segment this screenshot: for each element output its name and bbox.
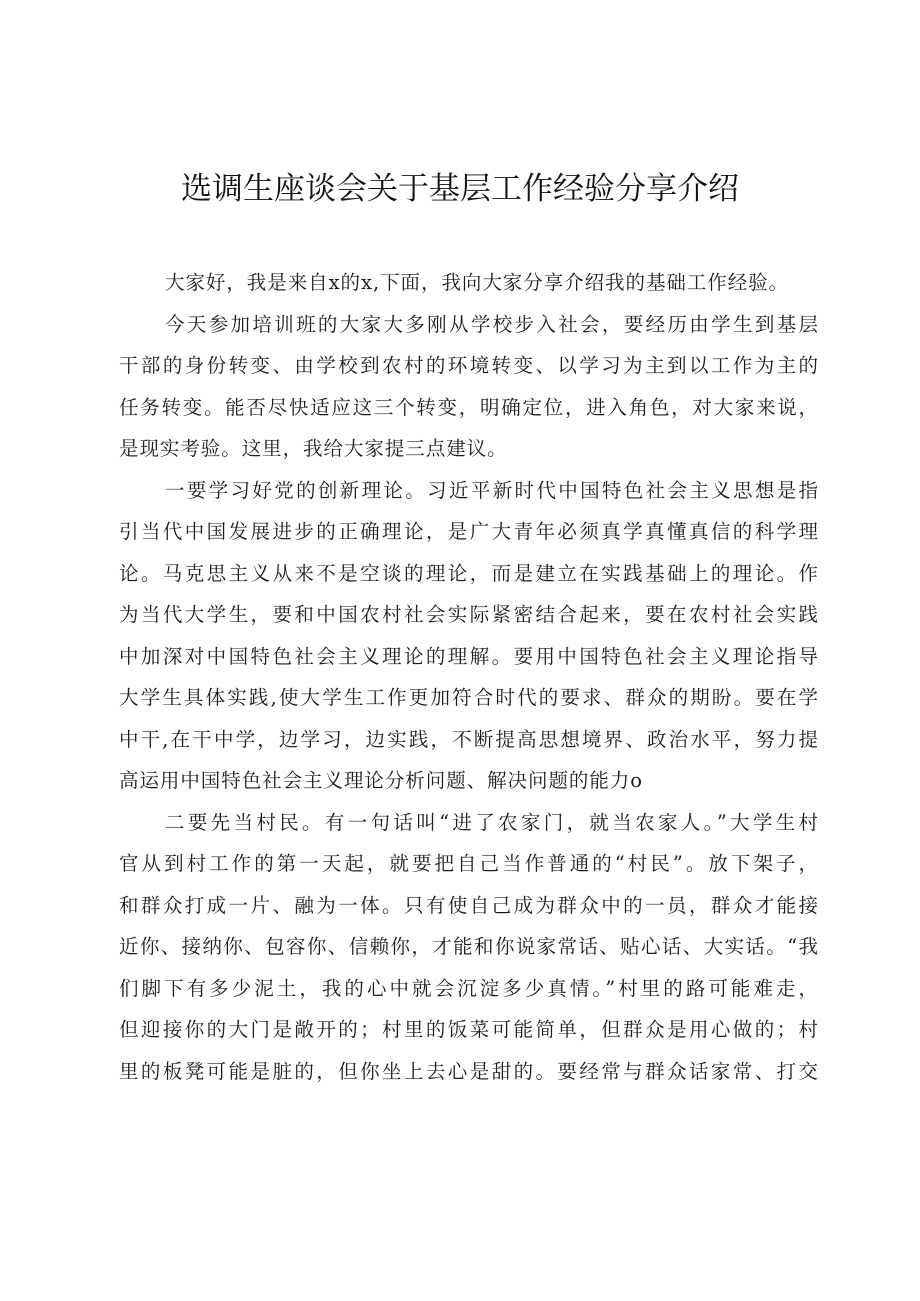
paragraph-line: 一要学习好党的创新理论。习近平新时代中国特色社会主义思想是指 bbox=[165, 478, 819, 502]
paragraph-line: 大家好，我是来自x的x,下面，我向大家分享介绍我的基础工作经验。 bbox=[165, 271, 790, 294]
paragraph-line: 们脚下有多少泥土，我的心中就会沉淀多少真情。”村里的路可能难走， bbox=[119, 976, 819, 1000]
paragraph-line: 中加深对中国特色社会主义理论的理解。要用中国特色社会主义理论指导 bbox=[119, 644, 819, 668]
paragraph-line: 里的板凳可能是脏的，但你坐上去心是甜的。要经常与群众话家常、打交 bbox=[119, 1059, 819, 1083]
paragraph-line: 但迎接你的大门是敞开的；村里的饭菜可能简单，但群众是用心做的；村 bbox=[119, 1018, 819, 1041]
paragraph-line: 官从到村工作的第一天起，就要把自己当作普通的“村民”。放下架子， bbox=[119, 852, 819, 875]
document-title: 选调生座谈会关于基层工作经验分享介绍 bbox=[181, 171, 739, 207]
paragraph-line: 今天参加培训班的大家大多刚从学校步入社会，要经历由学生到基层 bbox=[165, 312, 819, 336]
document-body bbox=[119, 262, 819, 1092]
paragraph-line: 大学生具体实践,使大学生工作更加符合时代的要求、群众的期盼。要在学 bbox=[119, 686, 819, 709]
paragraph-line: 引当代中国发展进步的正确理论，是广大青年必须真学真懂真信的科学理 bbox=[119, 520, 819, 543]
paragraph-line: 中干,在干中学，边学习，边实践，不断提高思想境界、政治水平，努力提 bbox=[119, 727, 819, 751]
paragraph-line: 干部的身份转变、由学校到农村的环境转变、以学习为主到以工作为主的 bbox=[119, 354, 819, 377]
paragraph-line: 论。马克思主义从来不是空谈的理论，而是建立在实践基础上的理论。作 bbox=[119, 561, 819, 585]
paragraph-line: 任务转变。能否尽快适应这三个转变，明确定位，进入角色，对大家来说， bbox=[119, 395, 819, 419]
paragraph-suggestion-one bbox=[119, 470, 819, 802]
paragraph-line: 高运用中国特色社会主义理论分析问题、解决问题的能力o bbox=[119, 769, 643, 792]
paragraph-introduction bbox=[119, 304, 819, 470]
paragraph-line: 是现实考验。这里，我给大家提三点建议。 bbox=[119, 437, 508, 460]
paragraph-line: 二要先当村民。有一句话叫“进了农家门，就当农家人。”大学生村 bbox=[165, 810, 819, 834]
paragraph-suggestion-two bbox=[119, 802, 819, 1093]
paragraph-line: 近你、接纳你、包容你、信赖你，才能和你说家常话、贴心话、大实话。“我 bbox=[119, 935, 819, 958]
paragraph-line: 为当代大学生，要和中国农村社会实际紧密结合起来，要在农村社会实践 bbox=[119, 603, 819, 626]
paragraph-greeting bbox=[119, 262, 819, 304]
paragraph-line: 和群众打成一片、融为一体。只有使自己成为群众中的一员，群众才能接 bbox=[119, 893, 819, 917]
